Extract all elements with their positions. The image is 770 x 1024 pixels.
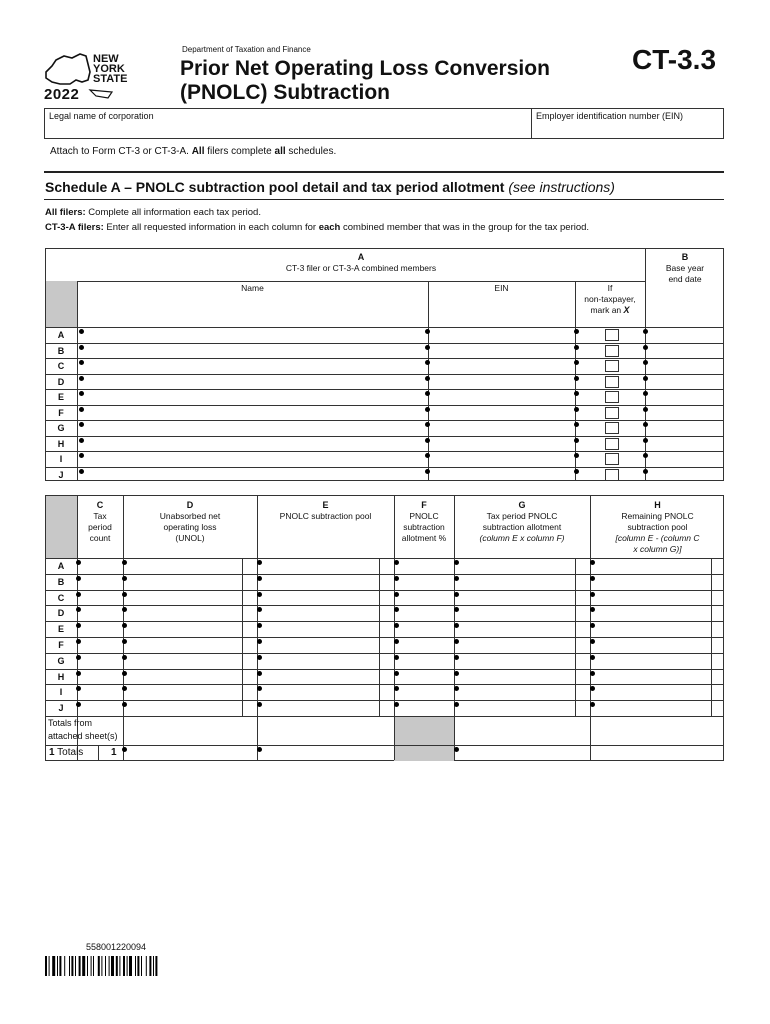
barcode-bar xyxy=(49,956,50,976)
period-allotment-cell[interactable] xyxy=(457,637,588,653)
nontaxpayer-checkbox[interactable] xyxy=(605,360,619,372)
col-e-header: E PNOLC subtraction pool xyxy=(279,500,372,521)
period-allotment-cell[interactable] xyxy=(457,669,588,685)
row-label: J xyxy=(58,703,64,714)
remaining-pool-cell[interactable] xyxy=(593,684,723,700)
remaining-pool-cell[interactable] xyxy=(593,637,723,653)
barcode-bar xyxy=(79,956,81,976)
entry-bullet xyxy=(574,329,579,334)
shaded-cell xyxy=(394,716,454,761)
member-name-cell[interactable] xyxy=(82,343,426,359)
col-divider xyxy=(98,745,99,761)
member-ein-cell[interactable] xyxy=(430,389,573,405)
totals-label: 1 Totals xyxy=(49,747,84,758)
col-d-header: D Unabsorbed net operating loss (UNOL) xyxy=(159,500,221,543)
period-allotment-cell[interactable] xyxy=(457,590,588,606)
barcode-bar xyxy=(146,956,147,976)
member-name-cell[interactable] xyxy=(82,358,426,374)
entry-bullet xyxy=(574,469,579,474)
row-label: E xyxy=(57,392,64,402)
base-year-end-date-cell[interactable] xyxy=(648,436,723,452)
remaining-pool-cell[interactable] xyxy=(593,558,723,574)
row-label: I xyxy=(59,687,63,698)
remaining-total-cell[interactable] xyxy=(593,746,723,761)
barcode-bar xyxy=(98,956,100,976)
barcode-bar xyxy=(123,956,125,976)
row-label: G xyxy=(57,423,65,433)
row-label: H xyxy=(57,438,65,449)
barcode-bar xyxy=(101,956,102,976)
nontaxpayer-checkbox[interactable] xyxy=(605,376,619,388)
unol-cell[interactable] xyxy=(126,605,254,621)
pnolc-pool-cell[interactable] xyxy=(260,605,392,621)
allotment-percent-cell[interactable] xyxy=(397,605,452,621)
nontaxpayer-checkbox[interactable] xyxy=(605,438,619,450)
col-a-header: A CT-3 filer or CT-3-A combined members xyxy=(285,252,437,273)
period-allotment-cell[interactable] xyxy=(457,558,588,574)
department-name: Department of Taxation and Finance xyxy=(182,45,311,54)
pool-total-cell[interactable] xyxy=(260,746,392,761)
col-h-header: H Remaining PNOLC subtraction pool [column E - (column C x column G)] xyxy=(615,500,700,554)
totals-attached-label: Totals from attached sheet(s) xyxy=(48,718,118,741)
allotment-percent-cell[interactable] xyxy=(397,590,452,606)
unol-cell[interactable] xyxy=(126,700,254,716)
barcode-bar xyxy=(111,956,114,976)
base-year-end-date-cell[interactable] xyxy=(648,358,723,374)
barcode-number: 558001220094 xyxy=(86,942,147,952)
nontaxpayer-checkbox[interactable] xyxy=(605,453,619,465)
member-name-cell[interactable] xyxy=(82,451,426,467)
attach-instruction: Attach to Form CT-3 or CT-3-A. All filers complete all schedules. xyxy=(50,146,337,157)
allotment-percent-cell[interactable] xyxy=(397,700,452,716)
pnolc-pool-cell[interactable] xyxy=(260,558,392,574)
section-divider xyxy=(44,199,724,200)
base-year-end-date-cell[interactable] xyxy=(648,451,723,467)
row-label: F xyxy=(58,640,64,650)
col-g-header: G Tax period PNOLC subtraction allotment (column E x column F) xyxy=(479,500,565,543)
barcode-bar xyxy=(57,956,58,976)
tax-period-count-cell[interactable] xyxy=(80,653,120,669)
allotment-percent-cell[interactable] xyxy=(397,637,452,653)
col-c-header: C Tax period count xyxy=(88,500,112,543)
unol-cell[interactable] xyxy=(126,621,254,637)
tax-period-count-cell[interactable] xyxy=(80,684,120,700)
barcode-bar xyxy=(109,956,110,976)
pnolc-pool-cell[interactable] xyxy=(260,637,392,653)
allotment-percent-cell[interactable] xyxy=(397,669,452,685)
base-year-end-date-cell[interactable] xyxy=(648,343,723,359)
allotment-percent-cell[interactable] xyxy=(397,684,452,700)
barcode-bar xyxy=(87,956,88,976)
tax-period-count-cell[interactable] xyxy=(80,700,120,716)
remaining-pool-cell[interactable] xyxy=(593,700,723,716)
form-number: CT-3.3 xyxy=(632,44,717,75)
nontaxpayer-checkbox[interactable] xyxy=(605,422,619,434)
row-label: C xyxy=(57,361,65,371)
pnolc-pool-cell[interactable] xyxy=(260,590,392,606)
nontaxpayer-col-header: If non-taxpayer, mark an X xyxy=(584,283,636,315)
barcode-bar xyxy=(45,956,47,976)
unol-cell[interactable] xyxy=(126,590,254,606)
base-year-end-date-cell[interactable] xyxy=(648,467,723,483)
tax-period-count-cell[interactable] xyxy=(80,621,120,637)
barcode-bar xyxy=(129,956,132,976)
unol-total-cell[interactable] xyxy=(126,746,254,761)
entry-bullet xyxy=(574,360,579,365)
base-year-end-date-cell[interactable] xyxy=(648,420,723,436)
barcode-bar xyxy=(91,956,92,976)
allotment-percent-cell[interactable] xyxy=(397,558,452,574)
barcode-bar xyxy=(127,956,128,976)
base-year-end-date-cell[interactable] xyxy=(648,405,723,421)
unol-cell[interactable] xyxy=(126,653,254,669)
barcode-bar xyxy=(71,956,73,976)
schedule-a-title: Schedule A – PNOLC subtraction pool detail and tax period allotment (see instructions) xyxy=(45,179,615,195)
ein-field[interactable]: Employer identification number (EIN) xyxy=(536,111,684,121)
nontaxpayer-checkbox[interactable] xyxy=(605,345,619,357)
row-label: I xyxy=(59,454,63,464)
row-label: B xyxy=(57,345,65,356)
row-label: J xyxy=(58,469,64,480)
remaining-pool-cell[interactable] xyxy=(593,590,723,606)
tax-period-count-cell[interactable] xyxy=(80,590,120,606)
barcode-bar xyxy=(93,956,94,976)
tax-period-count-cell[interactable] xyxy=(80,574,120,590)
member-name-cell[interactable] xyxy=(82,467,426,483)
barcode-bar xyxy=(141,956,142,976)
row-label: D xyxy=(57,608,65,619)
entry-bullet xyxy=(574,438,579,443)
header-divider xyxy=(77,281,645,282)
pnolc-pool-cell[interactable] xyxy=(260,653,392,669)
base-year-end-date-cell[interactable] xyxy=(648,389,723,405)
period-allotment-cell[interactable] xyxy=(457,653,588,669)
barcode-bar xyxy=(69,956,70,976)
entry-bullet xyxy=(574,391,579,396)
pnolc-pool-cell[interactable] xyxy=(260,684,392,700)
barcode-bar xyxy=(137,956,139,976)
col-divider xyxy=(257,496,258,760)
member-name-cell[interactable] xyxy=(82,389,426,405)
allotment-percent-cell[interactable] xyxy=(397,574,452,590)
barcode-bar xyxy=(59,956,61,976)
allotment-total-cell[interactable] xyxy=(457,746,588,761)
member-name-cell[interactable] xyxy=(82,436,426,452)
row-label: E xyxy=(57,624,64,635)
barcode-bar xyxy=(135,956,136,976)
member-name-cell[interactable] xyxy=(82,405,426,421)
member-name-cell[interactable] xyxy=(82,420,426,436)
pool-total-attached-cell[interactable] xyxy=(260,717,392,745)
remaining-pool-cell[interactable] xyxy=(593,653,723,669)
member-ein-cell[interactable] xyxy=(430,420,573,436)
barcode-image xyxy=(45,956,195,976)
member-ein-cell[interactable] xyxy=(430,374,573,390)
section-divider xyxy=(44,171,724,173)
identification-box xyxy=(44,108,724,139)
nontaxpayer-checkbox[interactable] xyxy=(605,391,619,403)
allotment-percent-cell[interactable] xyxy=(397,653,452,669)
member-ein-cell[interactable] xyxy=(430,436,573,452)
period-allotment-cell[interactable] xyxy=(457,700,588,716)
period-allotment-cell[interactable] xyxy=(457,621,588,637)
member-ein-cell[interactable] xyxy=(430,327,573,343)
barcode-bar xyxy=(153,956,154,976)
legal-name-field[interactable]: Legal name of corporation xyxy=(45,109,532,138)
ein-col-header: EIN xyxy=(494,283,509,293)
nontaxpayer-checkbox[interactable] xyxy=(605,469,619,481)
barcode-bar xyxy=(75,956,76,976)
tax-period-count-cell[interactable] xyxy=(80,637,120,653)
barcode-bar xyxy=(105,956,106,976)
pnolc-pool-cell[interactable] xyxy=(260,669,392,685)
barcode-bar xyxy=(116,956,118,976)
member-name-cell[interactable] xyxy=(82,374,426,390)
barcode-bar xyxy=(82,956,85,976)
entry-bullet xyxy=(574,407,579,412)
member-ein-cell[interactable] xyxy=(430,467,573,483)
tax-period-count-cell[interactable] xyxy=(80,669,120,685)
member-table xyxy=(45,248,724,481)
row-label: C xyxy=(57,592,65,603)
tax-period-count-cell[interactable] xyxy=(80,558,120,574)
all-filers-instruction: All filers: Complete all information each tax period. xyxy=(45,207,261,218)
row-label: G xyxy=(57,655,65,666)
period-allotment-cell[interactable] xyxy=(457,605,588,621)
pnolc-pool-cell[interactable] xyxy=(260,700,392,716)
member-ein-cell[interactable] xyxy=(430,405,573,421)
row-label: A xyxy=(57,330,65,340)
member-name-cell[interactable] xyxy=(82,327,426,343)
pnolc-pool-cell[interactable] xyxy=(260,621,392,637)
barcode-bar xyxy=(149,956,151,976)
entry-bullet xyxy=(574,345,579,350)
allotment-total-attached-cell[interactable] xyxy=(457,717,588,745)
remaining-pool-cell[interactable] xyxy=(593,574,723,590)
unol-cell[interactable] xyxy=(126,558,254,574)
new-york-state-wordmark: NEW YORK STATE xyxy=(93,53,128,85)
col-b-header: B Base year end date xyxy=(665,252,705,284)
remaining-pool-cell[interactable] xyxy=(593,605,723,621)
entry-bullet xyxy=(574,422,579,427)
pnolc-pool-cell[interactable] xyxy=(260,574,392,590)
member-ein-cell[interactable] xyxy=(430,358,573,374)
cta-filers-instruction: CT-3-A filers: Enter all requested information in each column for each combined member that was in the group for the tax period. xyxy=(45,222,590,233)
barcode-bar xyxy=(155,956,157,976)
remaining-total-attached-cell[interactable] xyxy=(593,717,723,745)
row-label: A xyxy=(57,561,65,571)
name-col-header: Name xyxy=(241,283,264,293)
barcode-bar xyxy=(64,956,65,976)
unol-cell[interactable] xyxy=(126,574,254,590)
unol-total-attached-cell[interactable] xyxy=(126,717,254,745)
entry-bullet xyxy=(574,453,579,458)
period-allotment-cell[interactable] xyxy=(457,684,588,700)
unol-cell[interactable] xyxy=(126,684,254,700)
remaining-pool-cell[interactable] xyxy=(593,621,723,637)
base-year-end-date-cell[interactable] xyxy=(648,374,723,390)
row-label: H xyxy=(57,671,65,682)
entry-bullet xyxy=(574,376,579,381)
barcode-bar xyxy=(52,956,55,976)
unol-cell[interactable] xyxy=(126,637,254,653)
unol-cell[interactable] xyxy=(126,669,254,685)
nontaxpayer-checkbox[interactable] xyxy=(605,407,619,419)
form-title: Prior Net Operating Loss Conversion (PNOLC) Subtraction xyxy=(180,57,550,104)
base-year-end-date-cell[interactable] xyxy=(648,327,723,343)
totals-line-number: 1 xyxy=(111,747,117,758)
member-ein-cell[interactable] xyxy=(430,343,573,359)
row-label: F xyxy=(58,407,64,418)
barcode-bar xyxy=(119,956,120,976)
form-year: 2022 xyxy=(44,86,80,103)
row-label: B xyxy=(57,576,65,587)
period-allotment-cell[interactable] xyxy=(457,574,588,590)
tax-period-count-cell[interactable] xyxy=(80,605,120,621)
allotment-percent-cell[interactable] xyxy=(397,621,452,637)
shaded-cell xyxy=(46,496,77,558)
col-f-header: F PNOLC subtraction allotment % xyxy=(401,500,447,543)
remaining-pool-cell[interactable] xyxy=(593,669,723,685)
nontaxpayer-checkbox[interactable] xyxy=(605,329,619,341)
shaded-cell xyxy=(46,281,77,327)
member-ein-cell[interactable] xyxy=(430,451,573,467)
row-label: D xyxy=(57,376,65,387)
allotment-table xyxy=(45,495,724,761)
